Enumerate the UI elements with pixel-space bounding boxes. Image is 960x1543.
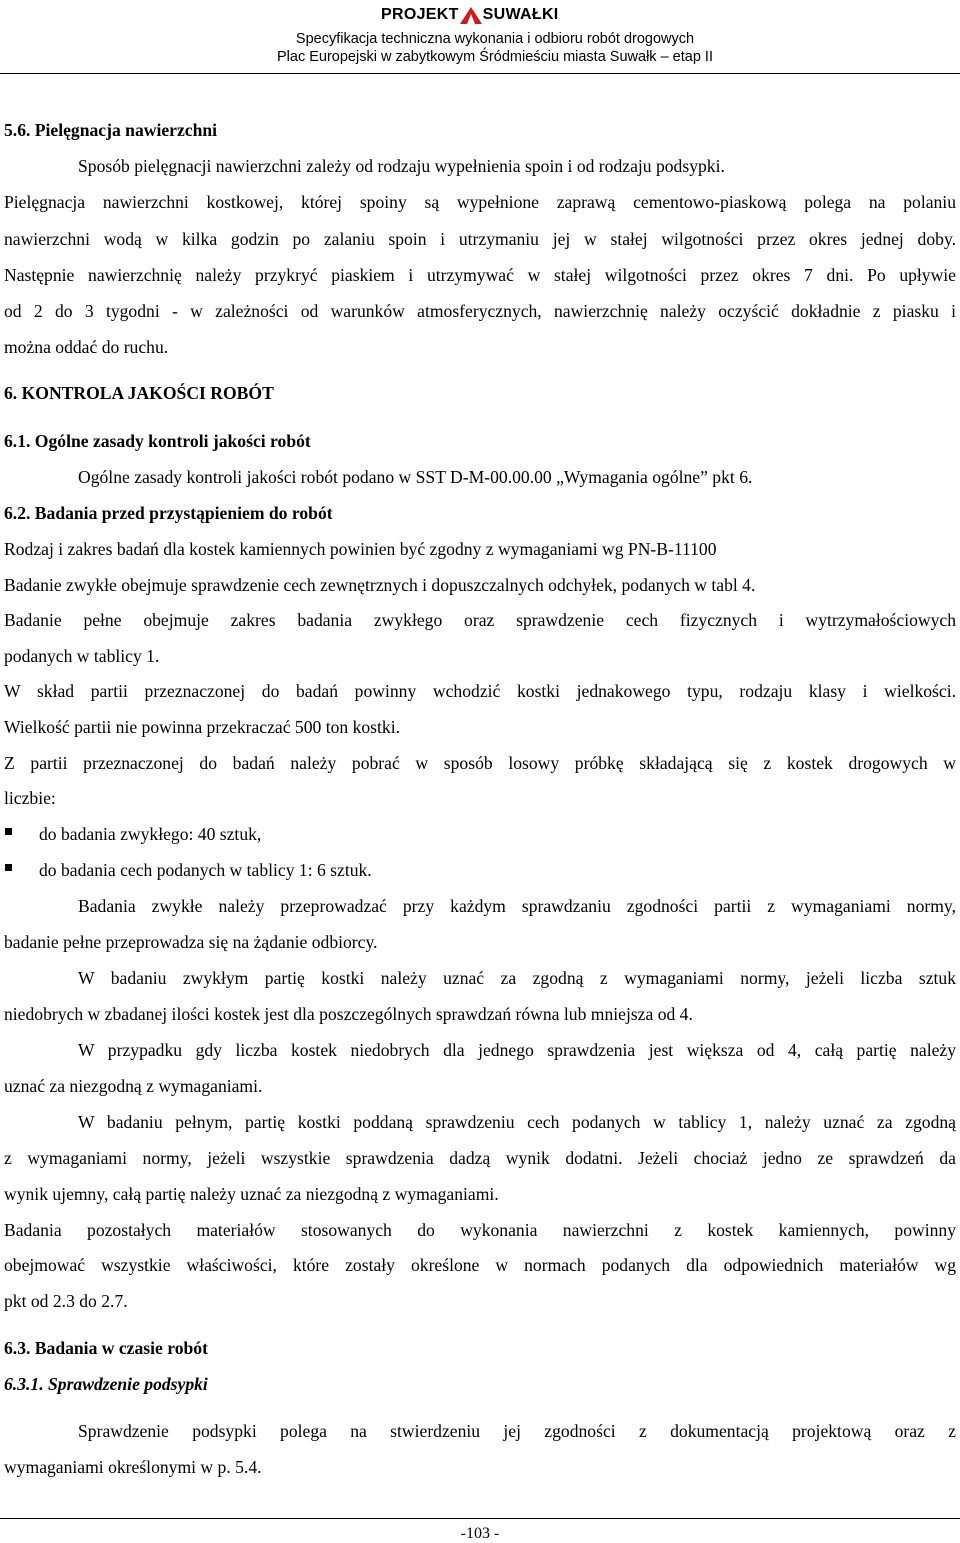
- section-heading-5-6: 5.6. Pielęgnacja nawierzchni: [4, 120, 218, 140]
- paragraph-line: Następnie nawierzchnię należy przykryć piaskiem i utrzymywać w stałej wilgotności przez okres 7 dni. Po upływie: [4, 265, 956, 285]
- paragraph-line: pkt od 2.3 do 2.7.: [4, 1291, 128, 1311]
- paragraph-line: W badaniu pełnym, partię kostki poddaną sprawdzeniu cech podanych w tablicy 1, należy uznać za zgodną: [78, 1112, 956, 1132]
- paragraph-line: badanie pełne przeprowadza się na żądanie odbiorcy.: [4, 932, 378, 952]
- paragraph-line: niedobrych w zbadanej ilości kostek jest dla poszczególnych sprawdzań równa lub mniejsza od 4.: [4, 1004, 693, 1024]
- paragraph-line: Badanie pełne obejmuje zakres badania zwykłego oraz sprawdzenie cech fizycznych i wytrzymałościowych: [4, 610, 956, 630]
- header-title-line-2: Plac Europejski w zabytkowym Śródmieściu miasta Suwałk – etap II: [277, 49, 713, 65]
- paragraph-line: wymaganiami określonymi w p. 5.4.: [4, 1457, 262, 1477]
- bullet-square-icon: [5, 864, 12, 871]
- paragraph-line: wynik ujemny, całą partię należy uznać za niezgodną z wymaganiami.: [4, 1184, 499, 1204]
- paragraph-line: Sprawdzenie podsypki polega na stwierdzeniu jej zgodności z dokumentacją projektową oraz z: [78, 1421, 956, 1441]
- logo-text-right: SUWAŁKI: [482, 6, 559, 23]
- paragraph-line: Rodzaj i zakres badań dla kostek kamiennych powinien być zgodny z wymaganiami wg PN-B-11100: [4, 539, 717, 559]
- bullet-square-icon: [5, 828, 12, 835]
- paragraph-line: z wymaganiami normy, jeżeli wszystkie sprawdzenia dadzą wynik dodatni. Jeżeli chociaż jedno ze sprawdzeń da: [4, 1148, 956, 1168]
- page-header: [0, 0, 960, 80]
- paragraph-line: od 2 do 3 tygodni - w zależności od warunków atmosferycznych, nawierzchnię należy oczyścić dokładnie z piasku i: [4, 301, 956, 321]
- paragraph-line: można oddać do ruchu.: [4, 337, 169, 357]
- paragraph-line: podanych w tablicy 1.: [4, 646, 160, 666]
- paragraph-line: liczbie:: [4, 788, 56, 808]
- paragraph-line: Badanie zwykłe obejmuje sprawdzenie cech zewnętrznych i dopuszczalnych odchyłek, podanych w tabl 4.: [4, 575, 756, 595]
- paragraph-line: Sposób pielęgnacji nawierzchni zależy od rodzaju wypełnienia spoin i od rodzaju podsypki.: [78, 156, 725, 176]
- section-heading-6-1: 6.1. Ogólne zasady kontroli jakości robót: [4, 431, 311, 451]
- paragraph-line: nawierzchni wodą w kilka godzin po zalaniu spoin i utrzymaniu jej w stałej wilgotności przez okres jednej doby.: [4, 229, 956, 249]
- list-item: do badania zwykłego: 40 sztuk,: [39, 824, 262, 844]
- section-heading-6: 6. KONTROLA JAKOŚCI ROBÓT: [4, 383, 274, 403]
- paragraph-line: obejmować wszystkie właściwości, które zostały określone w normach podanych dla odpowiednich materiałów wg: [4, 1255, 956, 1275]
- paragraph-line: Z partii przeznaczonej do badań należy pobrać w sposób losowy próbkę składającą się z kostek drogowych w: [4, 753, 956, 773]
- footer-divider: [0, 1518, 960, 1519]
- header-title-line-1: Specyfikacja techniczna wykonania i odbioru robót drogowych: [295, 31, 695, 47]
- page-number: -103 -: [460, 1525, 500, 1542]
- paragraph-line: W skład partii przeznaczonej do badań powinny wchodzić kostki jednakowego typu, rodzaju klasy i wielkości.: [4, 681, 956, 701]
- section-heading-6-2: 6.2. Badania przed przystąpieniem do robót: [4, 503, 333, 523]
- paragraph-line: uznać za niezgodną z wymaganiami.: [4, 1076, 263, 1096]
- paragraph-line: Badania zwykłe należy przeprowadzać przy każdym sprawdzaniu zgodności partii z wymaganiami normy,: [78, 896, 956, 916]
- list-item: do badania cech podanych w tablicy 1: 6 sztuk.: [39, 860, 372, 880]
- logo-triangle-icon: [460, 7, 482, 24]
- paragraph-line: Ogólne zasady kontroli jakości robót podano w SST D-M-00.00.00 „Wymagania ogólne” pkt 6.: [78, 467, 753, 487]
- header-divider: [0, 73, 960, 74]
- projekt-suwalki-logo: [381, 6, 559, 24]
- paragraph-line: Wielkość partii nie powinna przekraczać 500 ton kostki.: [4, 717, 400, 737]
- paragraph-line: W przypadku gdy liczba kostek niedobrych dla jednego sprawdzenia jest większa od 4, całą partię należy: [78, 1040, 956, 1060]
- logo-text-left: PROJEKT: [381, 6, 459, 23]
- section-heading-6-3: 6.3. Badania w czasie robót: [4, 1338, 208, 1358]
- paragraph-line: Badania pozostałych materiałów stosowanych do wykonania nawierzchni z kostek kamiennych, powinny: [4, 1220, 956, 1240]
- paragraph-line: Pielęgnacja nawierzchni kostkowej, której spoiny są wypełnione zaprawą cementowo-piaskową polega na polaniu: [4, 192, 956, 212]
- section-heading-6-3-1: 6.3.1. Sprawdzenie podsypki: [4, 1374, 208, 1394]
- paragraph-line: W badaniu zwykłym partię kostki należy uznać za zgodną z wymaganiami normy, jeżeli liczba sztuk: [78, 968, 956, 988]
